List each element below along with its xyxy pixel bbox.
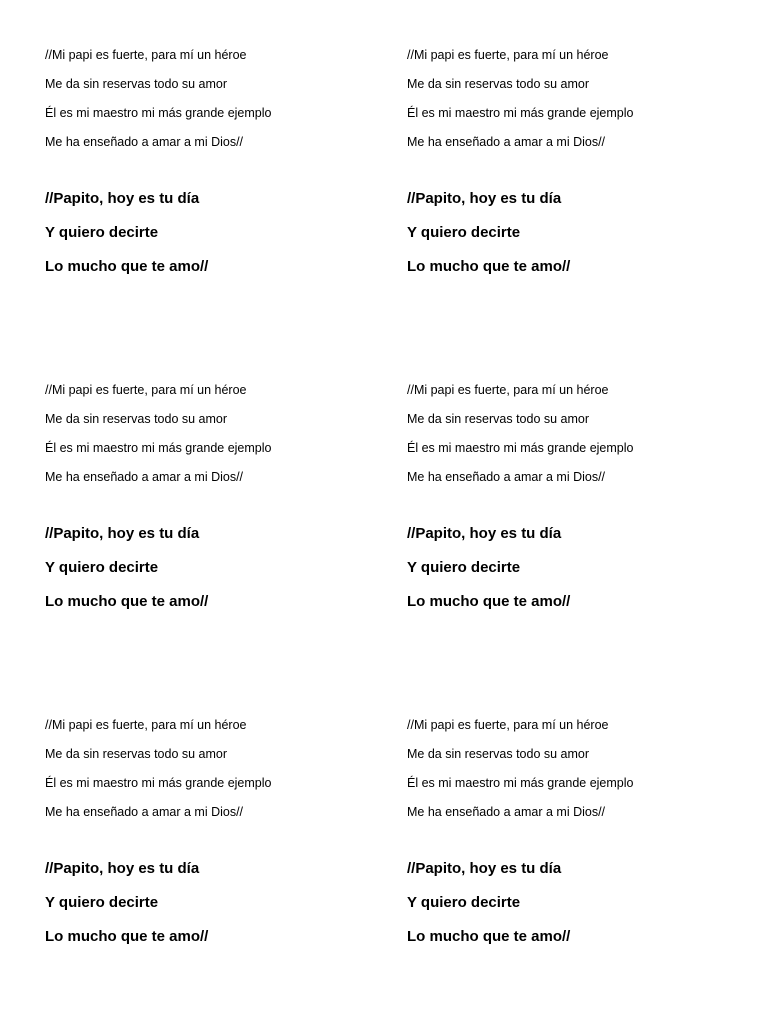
lyrics-card-6: [407, 716, 747, 947]
verse-line-2: Me da sin reservas todo su amor: [407, 747, 590, 761]
verse-line-1: //Mi papi es fuerte, para mí un héroe: [45, 383, 247, 397]
verse-line-3: Él es mi maestro mi más grande ejemplo: [45, 441, 272, 455]
verse-line-2: Me da sin reservas todo su amor: [45, 77, 228, 91]
verse-line-4: Me ha enseñado a amar a mi Dios//: [45, 805, 244, 819]
verse-line-1: //Mi papi es fuerte, para mí un héroe: [45, 48, 247, 62]
verse-line-4: Me ha enseñado a amar a mi Dios//: [407, 805, 606, 819]
verse-line-2: Me da sin reservas todo su amor: [45, 747, 228, 761]
chorus-line-1: //Papito, hoy es tu día: [407, 525, 562, 542]
verse-line-4: Me ha enseñado a amar a mi Dios//: [407, 470, 606, 484]
verse-line-3: Él es mi maestro mi más grande ejemplo: [407, 776, 634, 790]
verse-line-2: Me da sin reservas todo su amor: [45, 412, 228, 426]
chorus: [407, 189, 747, 277]
verse-line-2: Me da sin reservas todo su amor: [407, 77, 590, 91]
chorus-line-1: //Papito, hoy es tu día: [407, 860, 562, 877]
verse-line-3: Él es mi maestro mi más grande ejemplo: [45, 106, 272, 120]
verse-line-1: //Mi papi es fuerte, para mí un héroe: [407, 48, 609, 62]
chorus: [45, 859, 385, 947]
chorus-line-2: Y quiero decirte: [45, 894, 159, 911]
chorus-line-3: Lo mucho que te amo//: [407, 593, 571, 610]
verse: [45, 716, 385, 821]
verse-line-1: //Mi papi es fuerte, para mí un héroe: [407, 718, 609, 732]
lyrics-card-4: [407, 381, 747, 612]
chorus-line-1: //Papito, hoy es tu día: [45, 525, 200, 542]
lyrics-card-1: [45, 46, 385, 277]
chorus-line-3: Lo mucho que te amo//: [407, 258, 571, 275]
verse-line-2: Me da sin reservas todo su amor: [407, 412, 590, 426]
verse: [407, 381, 747, 486]
verse-line-4: Me ha enseñado a amar a mi Dios//: [45, 470, 244, 484]
chorus-line-2: Y quiero decirte: [407, 559, 521, 576]
lyrics-card-5: [45, 716, 385, 947]
verse: [45, 381, 385, 486]
chorus-line-1: //Papito, hoy es tu día: [45, 860, 200, 877]
verse-line-3: Él es mi maestro mi más grande ejemplo: [45, 776, 272, 790]
chorus-line-2: Y quiero decirte: [45, 224, 159, 241]
verse: [45, 46, 385, 151]
verse-line-1: //Mi papi es fuerte, para mí un héroe: [45, 718, 247, 732]
verse-line-3: Él es mi maestro mi más grande ejemplo: [407, 441, 634, 455]
lyrics-card-2: [407, 46, 747, 277]
chorus-line-2: Y quiero decirte: [407, 224, 521, 241]
chorus-line-3: Lo mucho que te amo//: [45, 593, 209, 610]
chorus: [45, 189, 385, 277]
verse-line-4: Me ha enseñado a amar a mi Dios//: [45, 135, 244, 149]
verse-line-3: Él es mi maestro mi más grande ejemplo: [407, 106, 634, 120]
verse-line-1: //Mi papi es fuerte, para mí un héroe: [407, 383, 609, 397]
chorus: [407, 859, 747, 947]
verse: [407, 46, 747, 151]
verse: [407, 716, 747, 821]
chorus: [45, 524, 385, 612]
chorus-line-2: Y quiero decirte: [407, 894, 521, 911]
lyrics-card-3: [45, 381, 385, 612]
chorus-line-3: Lo mucho que te amo//: [45, 928, 209, 945]
verse-line-4: Me ha enseñado a amar a mi Dios//: [407, 135, 606, 149]
chorus: [407, 524, 747, 612]
chorus-line-2: Y quiero decirte: [45, 559, 159, 576]
chorus-line-3: Lo mucho que te amo//: [45, 258, 209, 275]
chorus-line-3: Lo mucho que te amo//: [407, 928, 571, 945]
chorus-line-1: //Papito, hoy es tu día: [45, 190, 200, 207]
chorus-line-1: //Papito, hoy es tu día: [407, 190, 562, 207]
